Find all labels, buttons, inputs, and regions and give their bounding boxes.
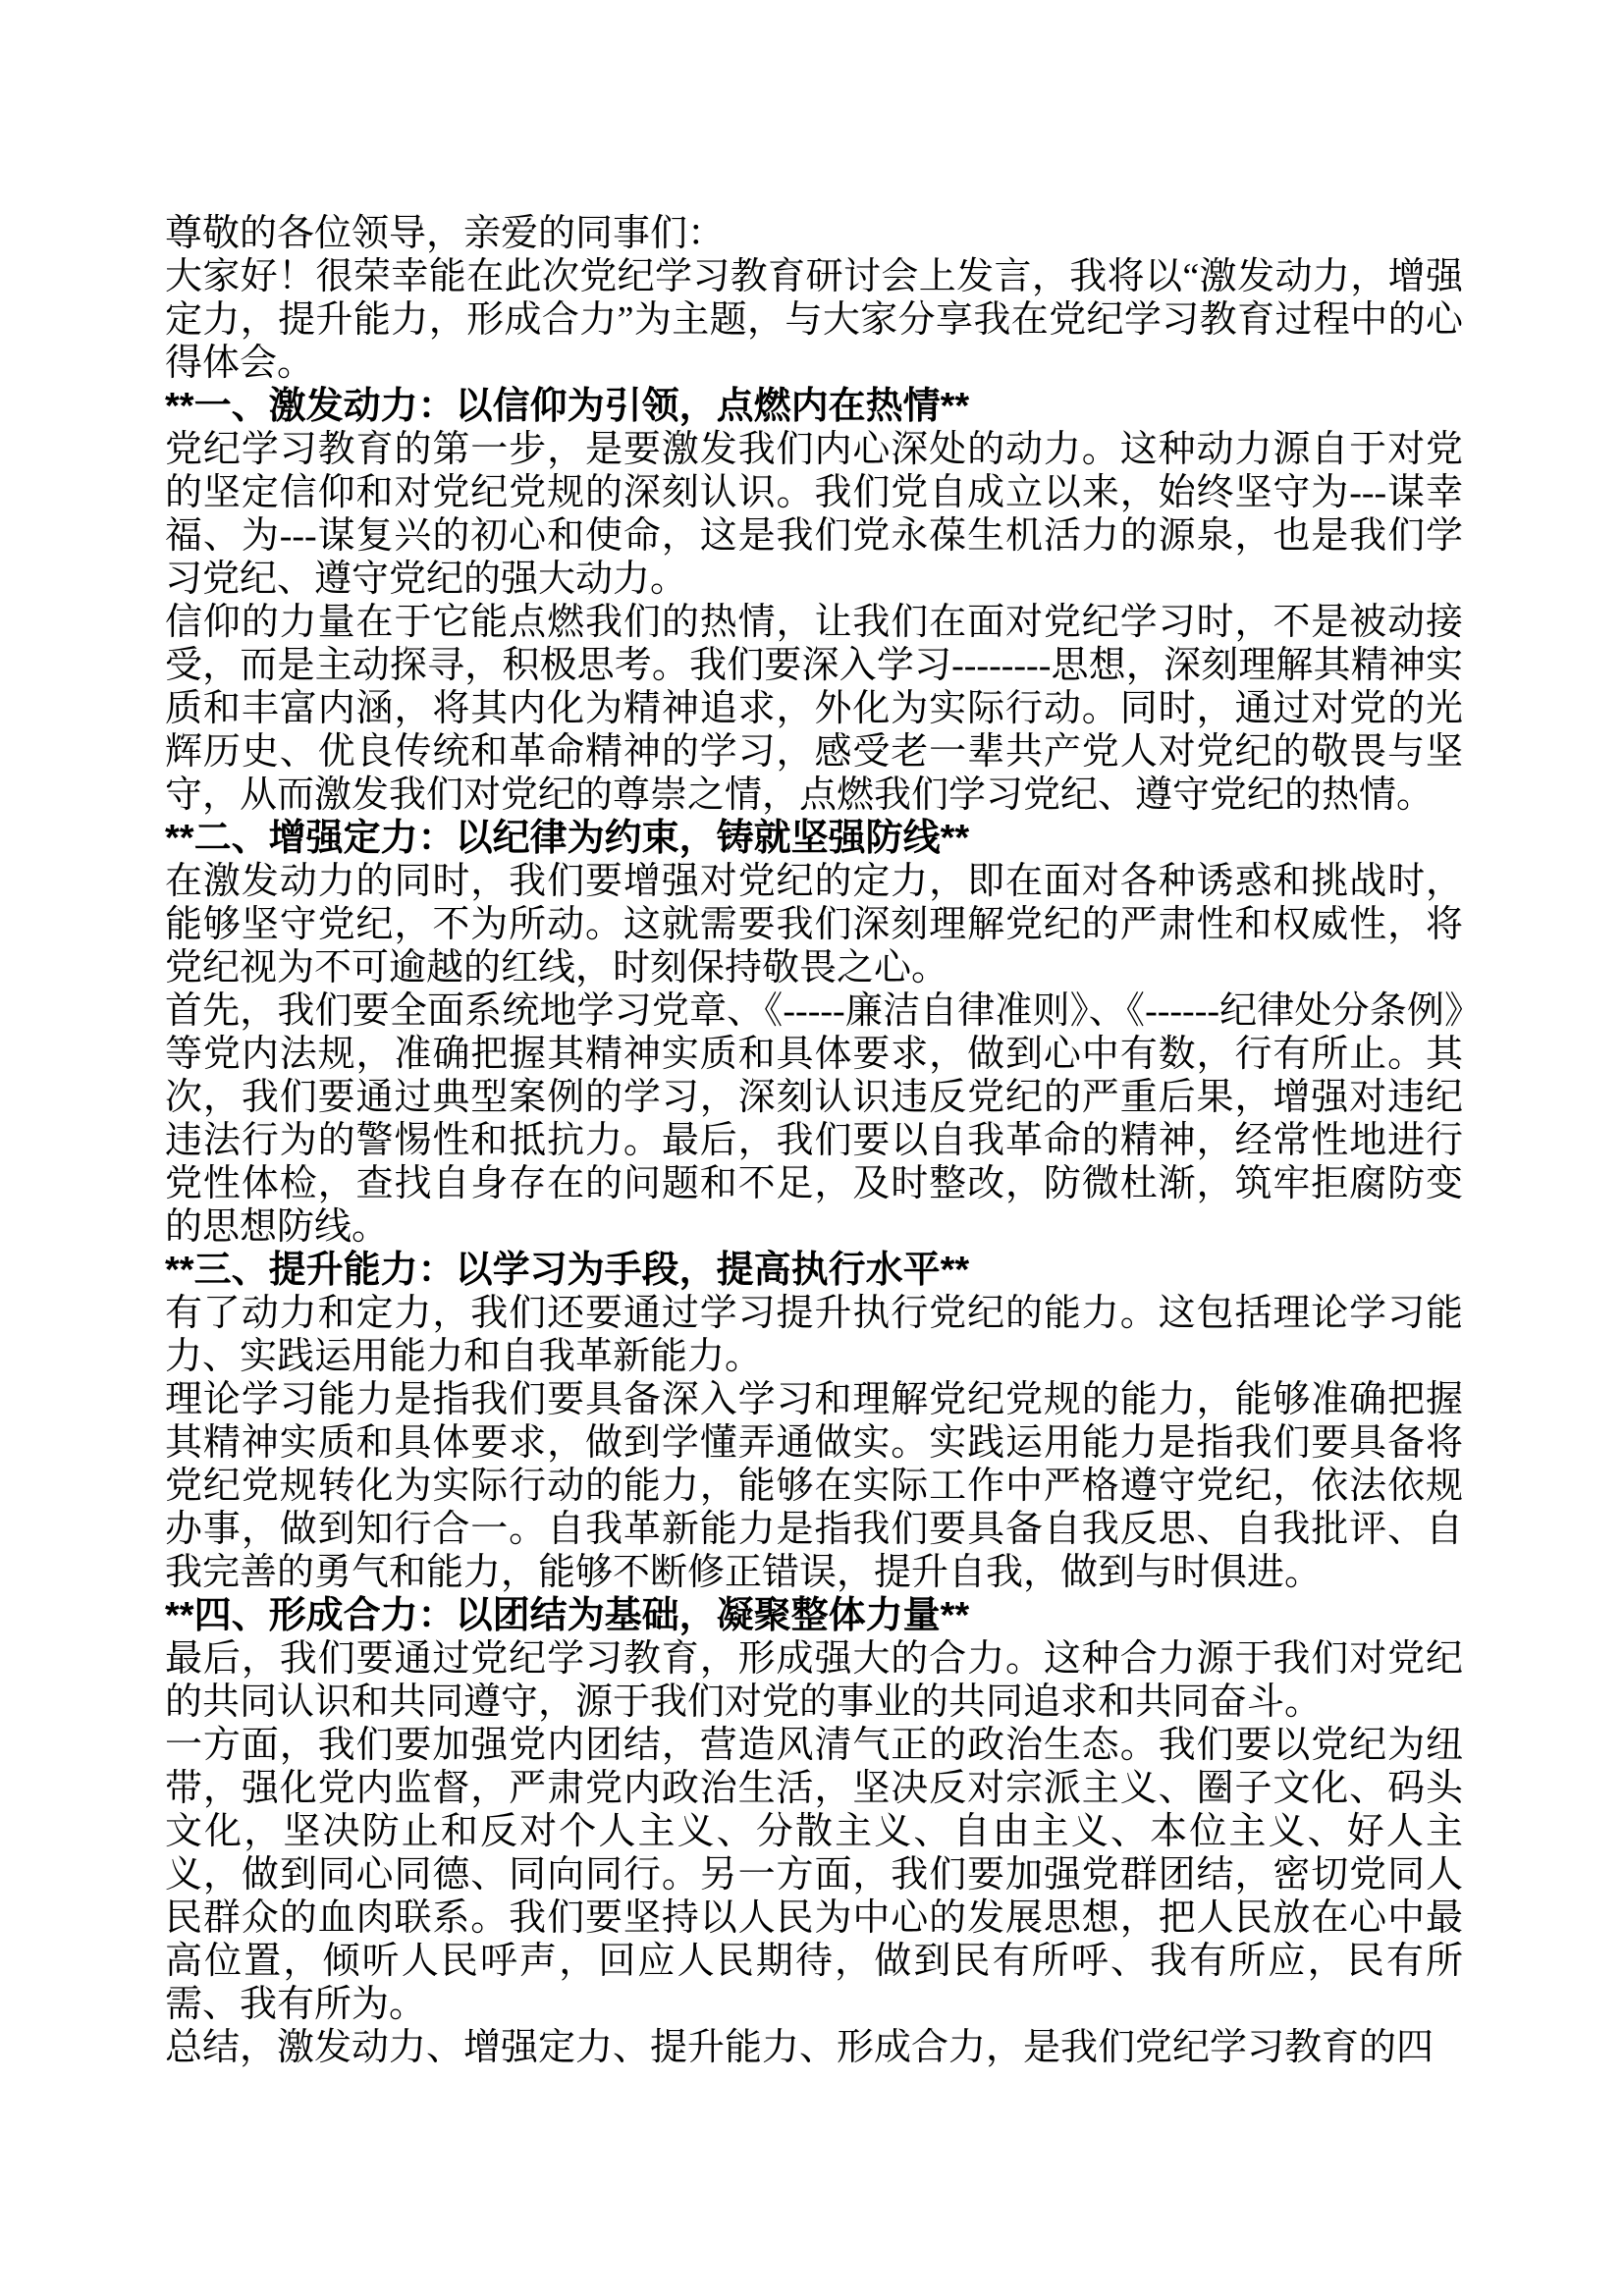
paragraph: 有了动力和定力，我们还要通过学习提升执行党纪的能力。这包括理论学习能力、实践运用能力和自我革新能力。 <box>165 1293 1463 1377</box>
salutation-line: 尊敬的各位领导，亲爱的同事们： <box>165 213 726 254</box>
paragraph: 党纪学习教育的第一步，是要激发我们内心深处的动力。这种动力源自于对党的坚定信仰和对党纪党规的深刻认识。我们党自成立以来，始终坚守为---谋幸福、为---谋复兴的初心和使命，这是我们党永葆生机活力的源泉，也是我们学习党纪、遵守党纪的强大动力。 <box>165 429 1463 600</box>
closing-paragraph: 总结，激发动力、增强定力、提升能力、形成合力，是我们党纪学习教育的四 <box>165 2027 1435 2068</box>
paragraph: 在激发动力的同时，我们要增强对党纪的定力，即在面对各种诱惑和挑战时，能够坚守党纪，不为所动。这就需要我们深刻理解党纪的严肃性和权威性，将党纪视为不可逾越的红线，时刻保持敬畏之心。 <box>165 861 1463 988</box>
section-heading-2: **二、增强定力：以纪律为约束，铸就坚强防线** <box>165 818 970 859</box>
section-heading-1: **一、激发动力：以信仰为引领，点燃内在热情** <box>165 386 970 427</box>
paragraph: 信仰的力量在于它能点燃我们的热情，让我们在面对党纪学习时，不是被动接受，而是主动探寻，积极思考。我们要深入学习--------思想，深刻理解其精神实质和丰富内涵，将其内化为精神追求，外化为实际行动。同时，通过对党的光辉历史、优良传统和革命精神的学习，感受老一辈共产党人对党纪的敬畏与坚守，从而激发我们对党纪的尊崇之情，点燃我们学习党纪、遵守党纪的热情。 <box>165 602 1463 816</box>
paragraph: 一方面，我们要加强党内团结，营造风清气正的政治生态。我们要以党纪为纽带，强化党内监督，严肃党内政治生活，坚决反对宗派主义、圈子文化、码头文化，坚决防止和反对个人主义、分散主义、自由主义、本位主义、好人主义，做到同心同德、同向同行。另一方面，我们要加强党群团结，密切党同人民群众的血肉联系。我们要坚持以人民为中心的发展思想，把人民放在心中最高位置，倾听人民呼声，回应人民期待，做到民有所呼、我有所应，民有所需、我有所为。 <box>165 1725 1463 2025</box>
intro-paragraph: 大家好！很荣幸能在此次党纪学习教育研讨会上发言，我将以“激发动力，增强定力，提升能力，形成合力”为主题，与大家分享我在党纪学习教育过程中的心得体会。 <box>165 256 1463 384</box>
section-heading-3: **三、提升能力：以学习为手段，提高执行水平** <box>165 1250 970 1291</box>
document-body <box>165 212 1463 2069</box>
paragraph: 理论学习能力是指我们要具备深入学习和理解党纪党规的能力，能够准确把握其精神实质和具体要求，做到学懂弄通做实。实践运用能力是指我们要具备将党纪党规转化为实际行动的能力，能够在实际工作中严格遵守党纪，依法依规办事，做到知行合一。自我革新能力是指我们要具备自我反思、自我批评、自我完善的勇气和能力，能够不断修正错误，提升自我，做到与时俱进。 <box>165 1379 1463 1593</box>
paragraph: 最后，我们要通过党纪学习教育，形成强大的合力。这种合力源于我们对党纪的共同认识和共同遵守，源于我们对党的事业的共同追求和共同奋斗。 <box>165 1638 1463 1723</box>
section-heading-4: **四、形成合力：以团结为基础，凝聚整体力量** <box>165 1595 970 1636</box>
paragraph: 首先，我们要全面系统地学习党章、《-----廉洁自律准则》、《------纪律处分条例》等党内法规，准确把握其精神实质和具体要求，做到心中有数，行有所止。其次，我们要通过典型案例的学习，深刻认识违反党纪的严重后果，增强对违纪违法行为的警惕性和抵抗力。最后，我们要以自我革命的精神，经常性地进行党性体检，查找自身存在的问题和不足，及时整改，防微杜渐，筑牢拒腐防变的思想防线。 <box>165 990 1463 1248</box>
